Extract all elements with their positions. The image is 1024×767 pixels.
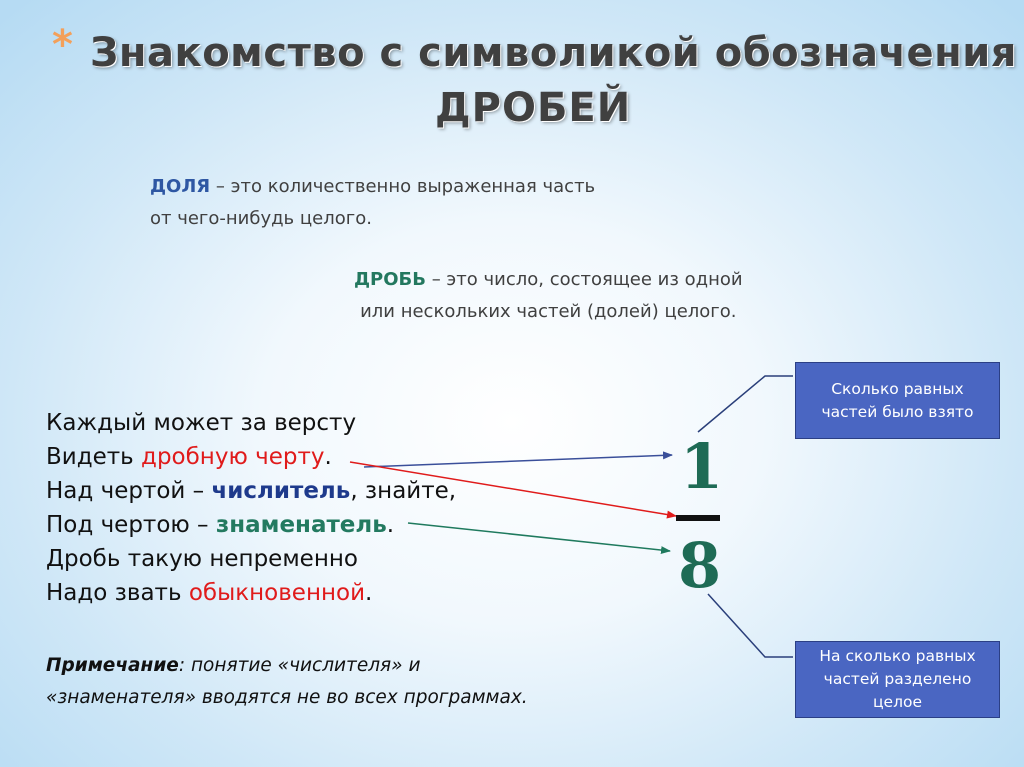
denominator-callout-line-3: целое <box>872 693 922 711</box>
denominator-term: знаменатель <box>215 512 387 538</box>
share-text-1: – это количественно выраженная часть <box>210 176 596 197</box>
fraction-term: ДРОБЬ <box>354 269 426 290</box>
share-text-2: от чего-нибудь целого. <box>150 208 372 229</box>
poem-line-1: Каждый может за версту <box>46 410 357 436</box>
page-title-line2: ДРОБЕЙ <box>435 85 632 131</box>
arrow-to-denominator <box>408 523 670 551</box>
poem-line-6: Надо звать обыкновенной. <box>46 580 373 606</box>
fraction-text-1: – это число, состоящее из одной <box>425 269 743 290</box>
share-term: ДОЛЯ <box>150 176 211 197</box>
numerator-callout-line-2: частей было взято <box>821 402 974 421</box>
note-text-2: «знаменателя» вводятся не во всех программах. <box>46 687 528 708</box>
poem-line-5: Дробь такую непременно <box>46 546 358 572</box>
page-title: Знакомство с символикой обозначения <box>90 30 1017 76</box>
fraction-bar-term: дробную черту <box>141 444 325 470</box>
arrow-to-numerator <box>364 455 672 467</box>
common-fraction-term: обыкновенной <box>188 580 366 606</box>
fraction-denominator: 8 <box>678 529 722 602</box>
denominator-callout-box <box>795 641 1000 718</box>
fraction-numerator: 1 <box>680 430 724 503</box>
fraction-text-2: или нескольких частей (долей) целого. <box>360 301 737 322</box>
arrow-to-fraction-bar <box>350 462 676 516</box>
numerator-callout-line-1: Сколько равных <box>831 379 964 398</box>
numerator-term: числитель <box>211 478 351 504</box>
note-label: Примечание <box>46 655 179 676</box>
title-star-icon: * <box>52 22 73 68</box>
note-text-1: : понятие «числителя» и <box>178 655 421 676</box>
denominator-callout-line-1: На сколько равных <box>819 647 976 665</box>
poem-line-4: Под чертою – знаменатель. <box>46 512 395 538</box>
fraction-bar <box>676 515 720 521</box>
numerator-callout-box <box>795 362 1000 439</box>
poem-line-3: Над чертой – числитель, знайте, <box>46 478 457 504</box>
callout-bottom-line <box>708 594 793 657</box>
callout-top-line <box>698 376 793 432</box>
poem-line-2: Видеть дробную черту. <box>46 444 332 470</box>
denominator-callout-line-2: частей разделено <box>823 670 972 688</box>
